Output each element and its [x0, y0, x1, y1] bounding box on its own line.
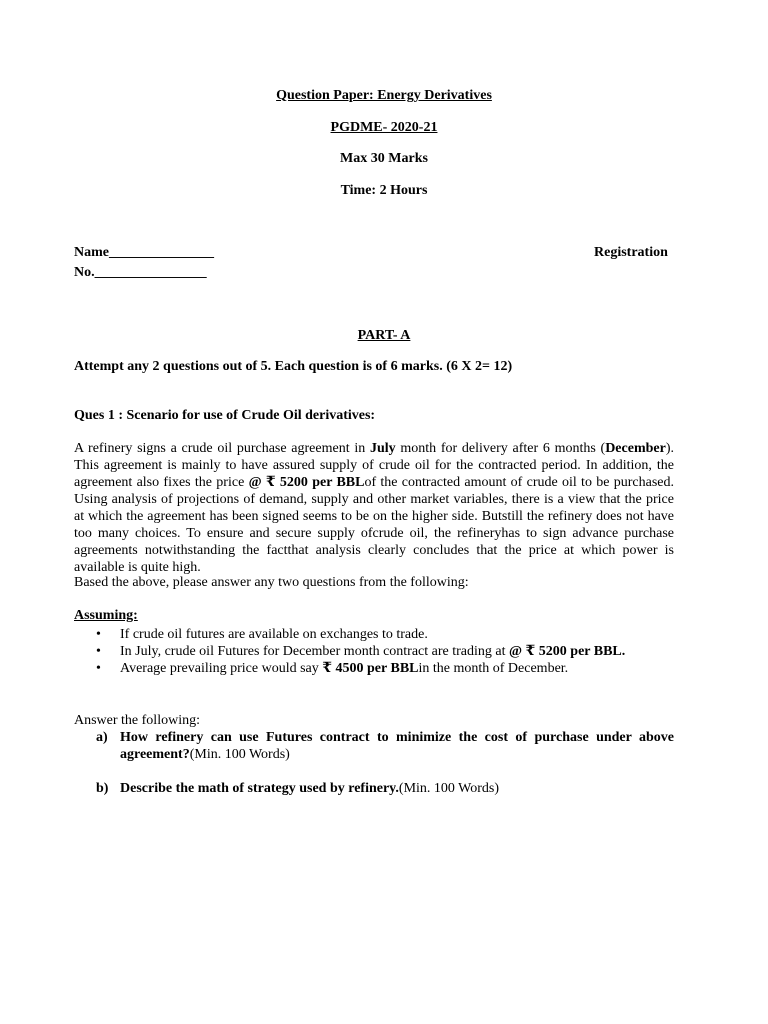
sub-question-bold: Describe the math of strategy used by refinery. [120, 781, 399, 796]
assumption-text: Average prevailing price would say [120, 661, 323, 676]
word-limit: (Min. 100 Words) [398, 781, 500, 796]
sub-question-text [120, 729, 674, 763]
scenario-bold-delivery: December [605, 441, 666, 456]
assumption-text: In July, crude oil Futures for December month contract are trading at [120, 644, 510, 659]
registration-no-label: No.________________ [74, 265, 207, 280]
sub-question-label: b) [96, 781, 109, 796]
scenario-bold-price: @ ₹ 5200 per BBL [248, 475, 365, 490]
list-item [74, 626, 674, 643]
part-title: PART- A [357, 328, 411, 343]
scenario-text: A refinery signs a crude oil purchase agreement in [74, 441, 370, 456]
assuming-heading: Assuming: [74, 608, 138, 623]
assumption-text: in the month of December. [418, 661, 569, 676]
max-marks: Max 30 Marks [340, 151, 428, 166]
assumption-list [74, 626, 674, 677]
scenario-paragraph [74, 440, 674, 576]
list-item [74, 643, 674, 660]
bullet-icon: • [96, 644, 101, 659]
scenario-text: of the contracted amount of crude oil to be purchased. Using analysis of projections of demand, supply and other market variables, there is a view that the price at which the agreement has been signed seems to be on the higher side. Butstill the refinery does not have too many choices. To ensure and secure supply ofcrude oil, the refineryhas to sign advance purchase agreements notwithstanding the factthat analysis clearly concludes that the price at which power is available is quite high. [74, 475, 674, 575]
scenario-bold-month: July [369, 441, 396, 456]
list-item [74, 660, 674, 677]
program-line: PGDME- 2020-21 [330, 120, 438, 135]
sub-question-text [120, 780, 674, 797]
assumption-text: If crude oil futures are available on exchanges to trade. [120, 627, 428, 642]
bullet-icon: • [96, 627, 101, 642]
sub-question-a [74, 729, 674, 763]
based-on-text: Based the above, please answer any two questions from the following: [74, 575, 469, 590]
paper-title: Question Paper: Energy Derivatives [276, 88, 492, 103]
scenario-text: month for delivery after 6 months ( [395, 441, 606, 456]
assumption-bold-price: ₹ 4500 per BBL [322, 661, 419, 676]
sub-question-label: a) [96, 730, 108, 745]
scenario-text: ). This agreement is mainly to have assured supply of crude oil for the contracted period. In addition, the agreement also fixes the price [74, 441, 674, 490]
bullet-icon: • [96, 661, 101, 676]
sub-question-b [74, 780, 674, 797]
word-limit: (Min. 100 Words) [189, 747, 290, 762]
part-instruction: Attempt any 2 questions out of 5. Each question is of 6 marks. (6 X 2= 12) [74, 359, 513, 374]
registration-label: Registration [594, 245, 668, 260]
question-heading: Ques 1 : Scenario for use of Crude Oil derivatives: [74, 408, 376, 423]
sub-question-bold: How refinery can use Futures contract to minimize the cost of purchase under above agreement? [120, 730, 674, 762]
time-allowed: Time: 2 Hours [340, 183, 428, 198]
answer-intro: Answer the following: [74, 713, 200, 728]
assumption-bold-price: @ ₹ 5200 per BBL. [509, 644, 626, 659]
name-label: Name_______________ [74, 245, 214, 260]
